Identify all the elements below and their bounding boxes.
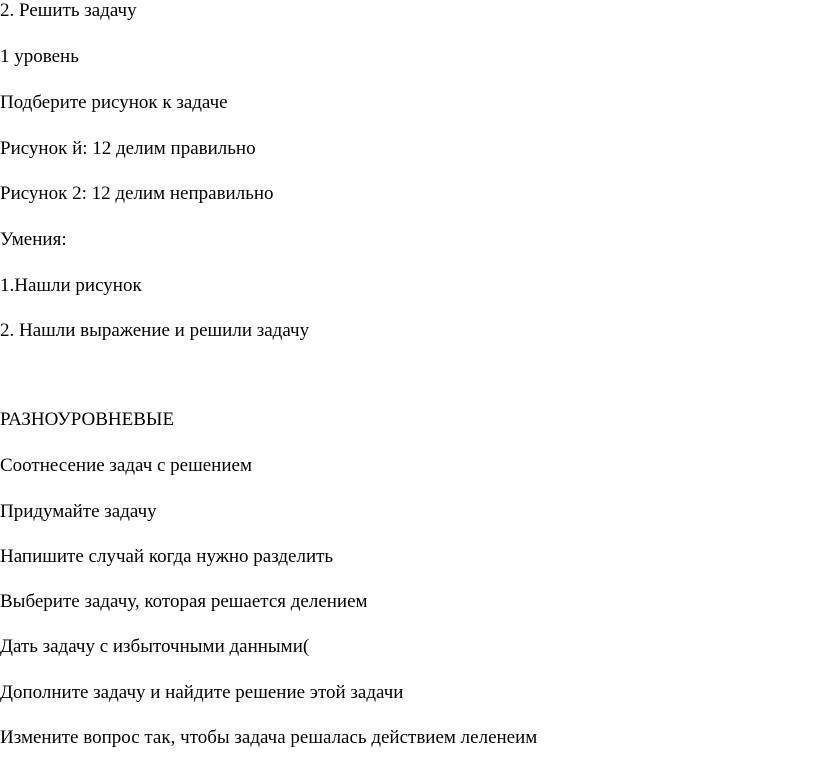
skills-heading: Умения:	[0, 229, 67, 250]
list-item: Дать задачу с избыточными данными(	[0, 636, 310, 657]
list-item: Дополните задачу и найдите решение этой задачи	[0, 682, 404, 703]
list-item: Напишите случай когда нужно разделить	[0, 546, 334, 567]
list-item: Соотнесение задач с решением	[0, 455, 252, 476]
skill-item: 2. Нашли выражение и решили задачу	[0, 320, 310, 341]
list-item: Измените вопрос так, чтобы задача решалась действием леленеим	[0, 727, 538, 748]
skill-item: 1.Нашли рисунок	[0, 275, 142, 296]
text-line: Рисунок 2: 12 делим неправильно	[0, 183, 274, 204]
section-heading: РАЗНОУРОВНЕВЫЕ	[0, 409, 175, 430]
text-line: Подберите рисунок к задаче	[0, 92, 228, 113]
text-line: Рисунок й: 12 делим правильно	[0, 138, 256, 159]
task-heading: 2. Решить задачу	[0, 0, 137, 21]
list-item: Выберите задачу, которая решается делением	[0, 591, 368, 612]
level-label: 1 уровень	[0, 46, 79, 67]
list-item: Придумайте задачу	[0, 501, 157, 522]
